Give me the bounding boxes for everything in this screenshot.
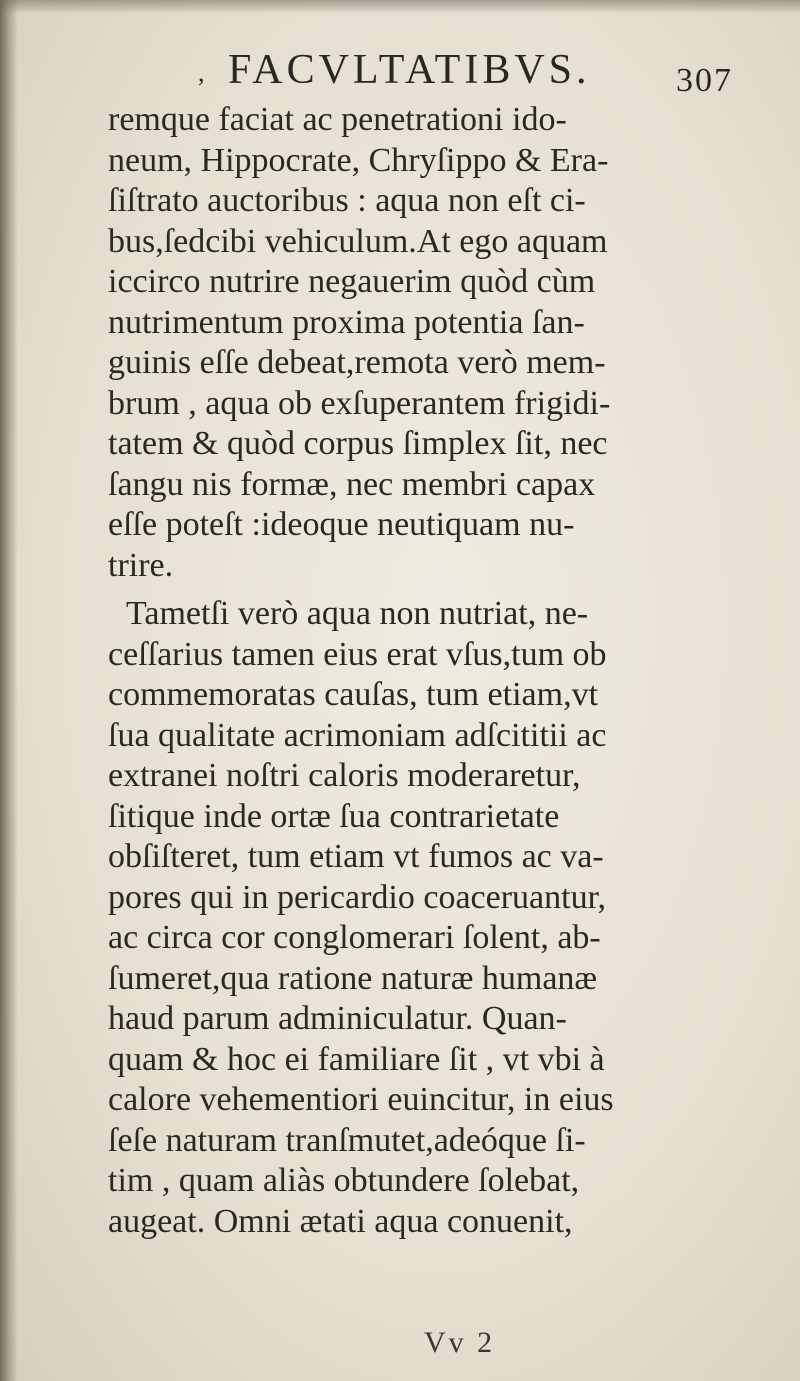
text-line: ſiſtrato auctoribus : aqua non eſt ci- (108, 182, 586, 219)
page-top-shadow (0, 0, 800, 14)
text-line: pores qui in pericardio coaceruantur, (108, 878, 607, 916)
text-line: commemoratas cauſas, tum etiam,vt (108, 676, 599, 713)
text-line: ceſſarius tamen eius erat vſus,tum ob (108, 635, 607, 673)
page-number: 307 (676, 62, 733, 99)
text-line: brum , aqua ob exſuperantem frigidi- (108, 384, 611, 422)
text-line: remque faciat ac penetrationi ido- (108, 101, 567, 138)
text-line: ac circa cor conglomerari ſolent, ab- (108, 919, 601, 956)
paragraph (108, 100, 798, 586)
running-header (0, 46, 800, 99)
text-line: iccirco nutrire negauerim quòd cùm (108, 263, 596, 300)
text-line: calore vehementiori euincitur, in eius (108, 1081, 614, 1118)
text-line: Tametſi verò aqua non nutriat, ne- (126, 595, 589, 632)
signature-mark: Vv 2 (424, 1326, 496, 1359)
body-text (108, 100, 798, 1242)
text-line: guinis eſſe debeat,remota verò mem- (108, 344, 606, 381)
paragraph (108, 594, 798, 1242)
text-line: augeat. Omni ætati aqua conuenit, (108, 1202, 573, 1240)
running-title: FACVLTATIBVS. (228, 47, 591, 93)
text-line: bus,ſedcibi vehiculum.At ego aquam (108, 222, 608, 260)
text-line: tatem & quòd corpus ſimplex ſit, nec (108, 425, 608, 462)
text-line: ſua qualitate acrimoniam adſcititii ac (108, 716, 607, 754)
text-line: ſumeret,qua ratione naturæ humanæ (108, 959, 598, 997)
header-mark: , (198, 58, 205, 87)
text-line: quam & hoc ei familiare ſit , vt vbi à (108, 1040, 605, 1078)
page-binding-shadow (0, 0, 18, 1381)
text-line: nutrimentum proxima potentia ſan- (108, 303, 585, 341)
text-line: haud parum adminiculatur. Quan- (108, 1000, 567, 1037)
text-line: trire. (108, 546, 174, 584)
text-line: obſiſteret, tum etiam vt fumos ac va- (108, 838, 604, 875)
text-line: ſangu nis formæ, nec membri capax (108, 465, 596, 503)
text-line: eſſe poteſt :ideoque neutiquam nu- (108, 506, 575, 543)
text-line: tim , quam aliàs obtundere ſolebat, (108, 1162, 580, 1199)
text-line: extranei noſtri caloris moderaretur, (108, 757, 581, 794)
text-line: ſeſe naturam tranſmutet,adeóque ſi- (108, 1121, 586, 1159)
text-line: neum, Hippocrate, Chryſippo & Era- (108, 141, 609, 179)
paragraph-gap (108, 586, 798, 594)
text-line: ſitique inde ortæ ſua contrarietate (108, 797, 560, 835)
